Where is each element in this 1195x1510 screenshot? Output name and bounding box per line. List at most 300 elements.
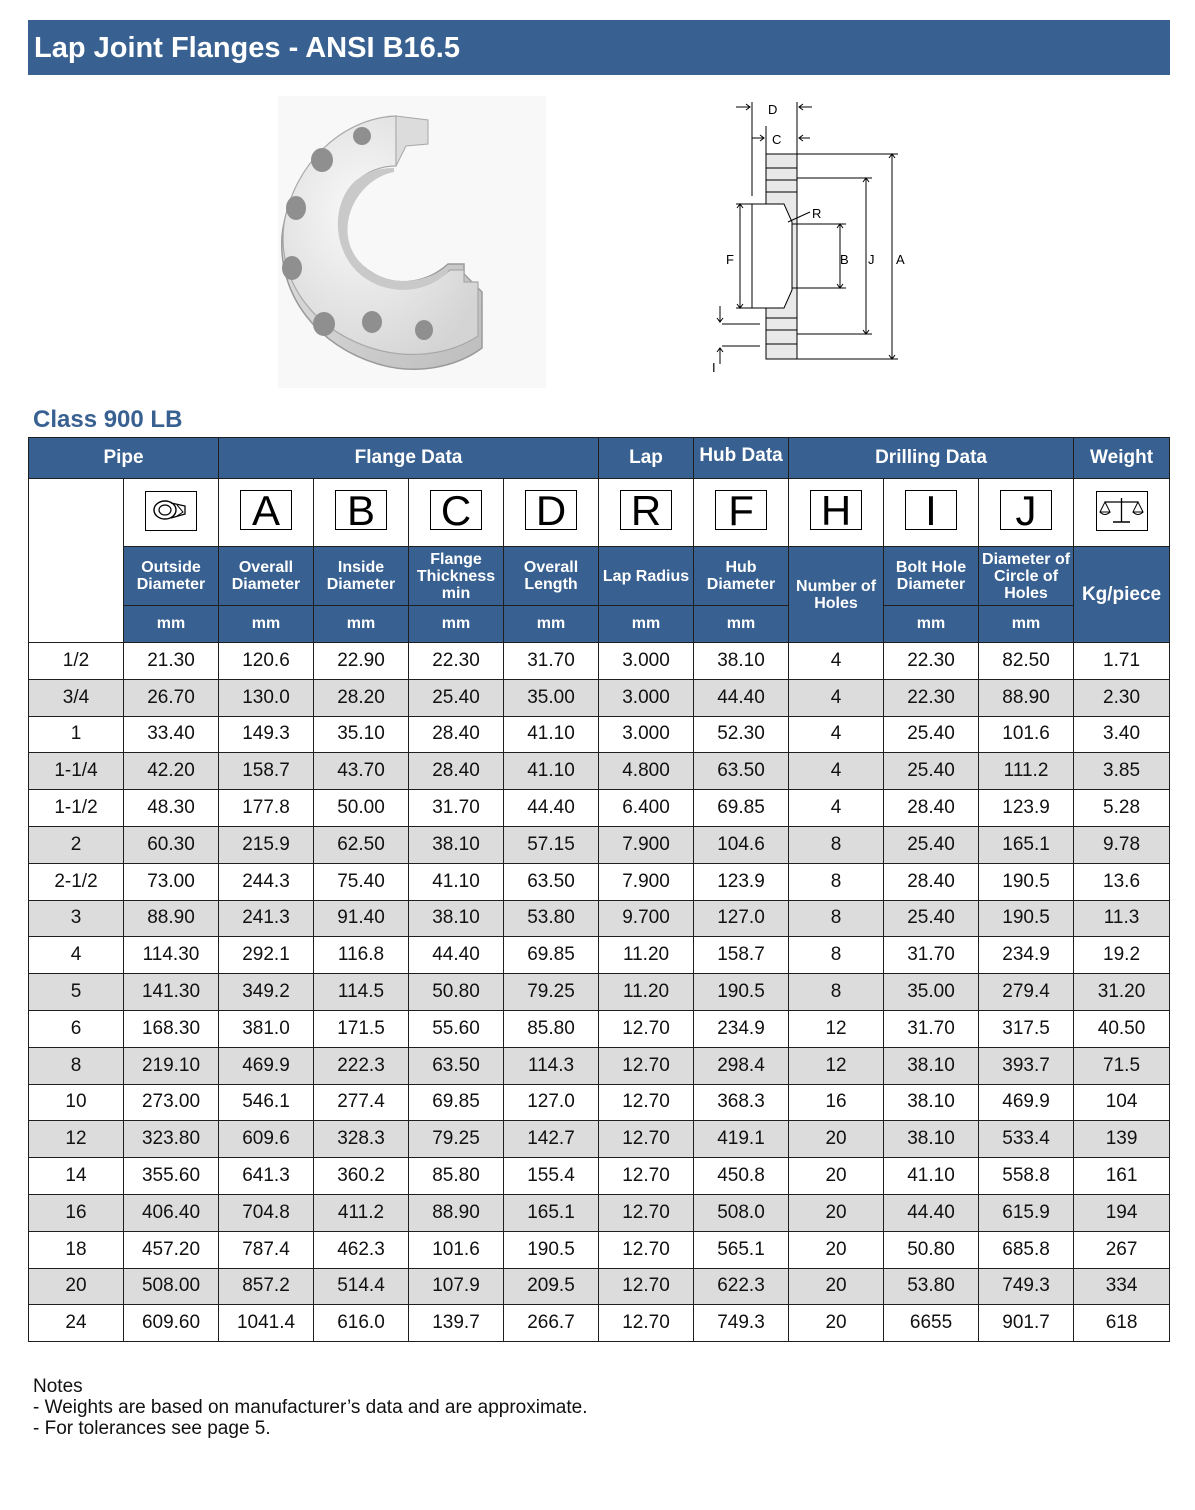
table-cell: 57.15	[504, 826, 599, 863]
table-cell: 749.3	[694, 1305, 789, 1342]
table-cell: 120.6	[219, 643, 314, 680]
col-inside-diameter: Inside Diameter	[314, 547, 409, 606]
table-cell: 42.20	[124, 753, 219, 790]
col-overall-diameter: Overall Diameter	[219, 547, 314, 606]
table-cell: 25.40	[884, 826, 979, 863]
table-cell: 44.40	[884, 1194, 979, 1231]
col-flange-thickness: Flange Thickness min	[409, 547, 504, 606]
table-cell: 7.900	[599, 826, 694, 863]
table-cell: 3	[29, 900, 124, 937]
table-row	[29, 1305, 1170, 1342]
nominal-line2: Size	[82, 542, 102, 580]
letter-cell-d	[504, 479, 599, 547]
group-hub-data: Hub Data	[694, 438, 789, 479]
table-cell: 38.10	[409, 900, 504, 937]
nominal-pipe-size-header	[29, 479, 124, 643]
table-cell: 38.10	[694, 643, 789, 680]
letter-cell-f	[694, 479, 789, 547]
notes	[33, 1376, 588, 1439]
table-cell: 2-1/2	[29, 863, 124, 900]
col-kg-per-piece: Kg/piece	[1074, 547, 1170, 643]
table-cell: 20	[789, 1194, 884, 1231]
table-cell: 12.70	[599, 1158, 694, 1195]
table-cell: 8	[789, 937, 884, 974]
table-cell: 31.70	[884, 1010, 979, 1047]
table-cell: 69.85	[409, 1084, 504, 1121]
table-cell: 13.6	[1074, 863, 1170, 900]
table-cell: 4	[789, 716, 884, 753]
table-cell: 50.00	[314, 790, 409, 827]
table-cell: 12.70	[599, 1047, 694, 1084]
table-row	[29, 1268, 1170, 1305]
table-cell: 114.3	[504, 1047, 599, 1084]
table-cell: 12	[789, 1010, 884, 1047]
table-cell: 8	[789, 900, 884, 937]
table-cell: 7.900	[599, 863, 694, 900]
table-cell: 111.2	[979, 753, 1074, 790]
table-cell: 123.9	[694, 863, 789, 900]
table-cell: 12.70	[599, 1231, 694, 1268]
table-cell: 1.71	[1074, 643, 1170, 680]
table-cell: 20	[789, 1231, 884, 1268]
table-cell: 749.3	[979, 1268, 1074, 1305]
table-cell: 38.10	[884, 1047, 979, 1084]
table-cell: 546.1	[219, 1084, 314, 1121]
unit-overall-length: mm	[504, 606, 599, 643]
letter-b: B	[335, 490, 387, 530]
table-cell: 44.40	[409, 937, 504, 974]
table-cell: 35.00	[504, 679, 599, 716]
notes-heading: Notes	[33, 1376, 83, 1397]
table-row	[29, 826, 1170, 863]
table-cell: 1/2	[29, 643, 124, 680]
table-cell: 11.20	[599, 974, 694, 1011]
table-cell: 127.0	[694, 900, 789, 937]
table-cell: 190.5	[504, 1231, 599, 1268]
table-cell: 12.70	[599, 1305, 694, 1342]
table-cell: 12.70	[599, 1084, 694, 1121]
letter-i: I	[905, 490, 957, 530]
table-cell: 411.2	[314, 1194, 409, 1231]
table-cell: 33.40	[124, 716, 219, 753]
note-item: - For tolerances see page 5.	[33, 1418, 271, 1439]
nominal-line1: Nominal Pipe	[52, 503, 72, 619]
table-cell: 40.50	[1074, 1010, 1170, 1047]
table-cell: 508.0	[694, 1194, 789, 1231]
unit-lap-radius: mm	[599, 606, 694, 643]
table-row	[29, 1194, 1170, 1231]
table-cell: 127.0	[504, 1084, 599, 1121]
table-cell: 3.85	[1074, 753, 1170, 790]
table-cell: 298.4	[694, 1047, 789, 1084]
letter-cell-i	[884, 479, 979, 547]
col-outside-diameter: Outside Diameter	[124, 547, 219, 606]
table-cell: 28.40	[409, 716, 504, 753]
table-cell: 1	[29, 716, 124, 753]
table-row	[29, 900, 1170, 937]
table-cell: 292.1	[219, 937, 314, 974]
table-cell: 139	[1074, 1121, 1170, 1158]
table-cell: 69.85	[504, 937, 599, 974]
unit-outside-diameter: mm	[124, 606, 219, 643]
table-cell: 457.20	[124, 1231, 219, 1268]
table-cell: 3.000	[599, 716, 694, 753]
table-cell: 19.2	[1074, 937, 1170, 974]
label-j: J	[868, 252, 875, 267]
table-cell: 69.85	[694, 790, 789, 827]
letter-cell-h	[789, 479, 884, 547]
table-cell: 177.8	[219, 790, 314, 827]
label-d: D	[768, 102, 778, 117]
table-cell: 168.30	[124, 1010, 219, 1047]
table-cell: 4	[789, 679, 884, 716]
table-cell: 4	[789, 790, 884, 827]
table-cell: 20	[789, 1121, 884, 1158]
table-cell: 28.20	[314, 679, 409, 716]
table-cell: 190.5	[979, 900, 1074, 937]
table-cell: 25.40	[884, 900, 979, 937]
table-cell: 616.0	[314, 1305, 409, 1342]
table-cell: 104.6	[694, 826, 789, 863]
table-row	[29, 1010, 1170, 1047]
table-cell: 161	[1074, 1158, 1170, 1195]
table-cell: 323.80	[124, 1121, 219, 1158]
table-cell: 3.000	[599, 679, 694, 716]
letter-cell-b	[314, 479, 409, 547]
table-cell: 234.9	[979, 937, 1074, 974]
table-cell: 73.00	[124, 863, 219, 900]
table-cell: 52.30	[694, 716, 789, 753]
table-cell: 4	[29, 937, 124, 974]
unit-hub-diameter: mm	[694, 606, 789, 643]
table-cell: 349.2	[219, 974, 314, 1011]
table-cell: 142.7	[504, 1121, 599, 1158]
col-circle-diameter: Diameter of Circle of Holes	[979, 547, 1074, 606]
pipe-icon-cell	[124, 479, 219, 547]
flange-photo	[278, 96, 546, 388]
table-cell: 88.90	[979, 679, 1074, 716]
flange-section-drawing	[700, 96, 920, 381]
table-cell: 6.400	[599, 790, 694, 827]
table-cell: 20	[29, 1268, 124, 1305]
table-cell: 469.9	[219, 1047, 314, 1084]
table-cell: 35.00	[884, 974, 979, 1011]
table-cell: 901.7	[979, 1305, 1074, 1342]
table-row	[29, 1121, 1170, 1158]
group-drilling-data: Drilling Data	[789, 438, 1074, 479]
table-cell: 31.20	[1074, 974, 1170, 1011]
table-cell: 622.3	[694, 1268, 789, 1305]
table-cell: 450.8	[694, 1158, 789, 1195]
letter-cell-a	[219, 479, 314, 547]
unit-bolt-hole-diameter: mm	[884, 606, 979, 643]
table-cell: 222.3	[314, 1047, 409, 1084]
letter-c: C	[430, 490, 482, 530]
table-cell: 71.5	[1074, 1047, 1170, 1084]
note-item: - Weights are based on manufacturer’s data and are approximate.	[33, 1397, 588, 1418]
table-cell: 41.10	[504, 753, 599, 790]
letter-r: R	[620, 490, 672, 530]
table-cell: 82.50	[979, 643, 1074, 680]
page-title: Lap Joint Flanges - ANSI B16.5	[34, 32, 460, 64]
pipe-end-icon	[145, 491, 197, 531]
col-number-of-holes: Number of Holes	[789, 547, 884, 643]
table-cell: 234.9	[694, 1010, 789, 1047]
label-r: R	[812, 206, 822, 221]
table-cell: 165.1	[979, 826, 1074, 863]
label-b: B	[840, 252, 849, 267]
table-cell: 16	[789, 1084, 884, 1121]
table-cell: 857.2	[219, 1268, 314, 1305]
table-cell: 12.70	[599, 1010, 694, 1047]
table-cell: 533.4	[979, 1121, 1074, 1158]
table-row	[29, 643, 1170, 680]
table-cell: 22.30	[409, 643, 504, 680]
table-cell: 31.70	[504, 643, 599, 680]
table-cell: 244.3	[219, 863, 314, 900]
table-cell: 165.1	[504, 1194, 599, 1231]
table-cell: 22.30	[884, 643, 979, 680]
table-cell: 149.3	[219, 716, 314, 753]
letter-cell-c	[409, 479, 504, 547]
letter-d: D	[525, 490, 577, 530]
table-cell: 101.6	[409, 1231, 504, 1268]
unit-inside-diameter: mm	[314, 606, 409, 643]
table-cell: 114.30	[124, 937, 219, 974]
table-cell: 155.4	[504, 1158, 599, 1195]
class-title: Class 900 LB	[33, 406, 183, 433]
table-cell: 618	[1074, 1305, 1170, 1342]
table-cell: 44.40	[694, 679, 789, 716]
table-cell: 609.60	[124, 1305, 219, 1342]
table-cell: 116.8	[314, 937, 409, 974]
table-cell: 565.1	[694, 1231, 789, 1268]
table-cell: 4	[789, 643, 884, 680]
table-cell: 406.40	[124, 1194, 219, 1231]
table-cell: 22.30	[884, 679, 979, 716]
table-cell: 12	[789, 1047, 884, 1084]
table-cell: 241.3	[219, 900, 314, 937]
table-cell: 25.40	[884, 753, 979, 790]
table-cell: 8	[789, 863, 884, 900]
table-cell: 63.50	[694, 753, 789, 790]
table-cell: 25.40	[409, 679, 504, 716]
table-cell: 20	[789, 1305, 884, 1342]
table-cell: 8	[29, 1047, 124, 1084]
table-cell: 3.000	[599, 643, 694, 680]
table-cell: 28.40	[884, 863, 979, 900]
spec-table	[28, 437, 1170, 1342]
table-cell: 101.6	[979, 716, 1074, 753]
label-c: C	[772, 132, 782, 147]
table-row	[29, 863, 1170, 900]
letter-cell-j	[979, 479, 1074, 547]
table-cell: 104	[1074, 1084, 1170, 1121]
table-cell: 12.70	[599, 1268, 694, 1305]
col-bolt-hole-diameter: Bolt Hole Diameter	[884, 547, 979, 606]
table-cell: 114.5	[314, 974, 409, 1011]
group-weight: Weight	[1074, 438, 1170, 479]
table-cell: 55.60	[409, 1010, 504, 1047]
table-cell: 139.7	[409, 1305, 504, 1342]
table-cell: 609.6	[219, 1121, 314, 1158]
table-cell: 8	[789, 974, 884, 1011]
label-i: I	[712, 360, 716, 375]
table-cell: 1-1/4	[29, 753, 124, 790]
table-cell: 85.80	[409, 1158, 504, 1195]
table-cell: 24	[29, 1305, 124, 1342]
letter-a: A	[240, 490, 292, 530]
table-cell: 41.10	[504, 716, 599, 753]
table-cell: 35.10	[314, 716, 409, 753]
table-cell: 75.40	[314, 863, 409, 900]
table-cell: 514.4	[314, 1268, 409, 1305]
table-cell: 190.5	[694, 974, 789, 1011]
table-cell: 158.7	[694, 937, 789, 974]
table-row	[29, 1084, 1170, 1121]
table-cell: 469.9	[979, 1084, 1074, 1121]
table-cell: 558.8	[979, 1158, 1074, 1195]
table-cell: 20	[789, 1158, 884, 1195]
table-cell: 12	[29, 1121, 124, 1158]
table-row	[29, 716, 1170, 753]
table-cell: 171.5	[314, 1010, 409, 1047]
table-cell: 21.30	[124, 643, 219, 680]
table-cell: 704.8	[219, 1194, 314, 1231]
table-cell: 43.70	[314, 753, 409, 790]
table-cell: 50.80	[884, 1231, 979, 1268]
table-cell: 38.10	[884, 1084, 979, 1121]
table-cell: 393.7	[979, 1047, 1074, 1084]
table-cell: 10	[29, 1084, 124, 1121]
table-cell: 63.50	[409, 1047, 504, 1084]
balance-scale-icon	[1096, 491, 1148, 531]
table-cell: 44.40	[504, 790, 599, 827]
table-cell: 141.30	[124, 974, 219, 1011]
table-cell: 279.4	[979, 974, 1074, 1011]
table-cell: 1-1/2	[29, 790, 124, 827]
table-cell: 3/4	[29, 679, 124, 716]
group-pipe: Pipe	[29, 438, 219, 479]
table-cell: 355.60	[124, 1158, 219, 1195]
col-hub-diameter: Hub Diameter	[694, 547, 789, 606]
group-lap: Lap	[599, 438, 694, 479]
table-cell: 273.00	[124, 1084, 219, 1121]
table-cell: 158.7	[219, 753, 314, 790]
table-cell: 334	[1074, 1268, 1170, 1305]
table-cell: 219.10	[124, 1047, 219, 1084]
table-body	[29, 643, 1170, 1342]
table-cell: 685.8	[979, 1231, 1074, 1268]
table-cell: 63.50	[504, 863, 599, 900]
title-bar	[28, 20, 1170, 75]
table-cell: 194	[1074, 1194, 1170, 1231]
table-cell: 91.40	[314, 900, 409, 937]
table-cell: 462.3	[314, 1231, 409, 1268]
table-cell: 88.90	[409, 1194, 504, 1231]
table-row	[29, 1047, 1170, 1084]
table-cell: 1041.4	[219, 1305, 314, 1342]
table-cell: 615.9	[979, 1194, 1074, 1231]
table-cell: 215.9	[219, 826, 314, 863]
table-cell: 381.0	[219, 1010, 314, 1047]
table-cell: 18	[29, 1231, 124, 1268]
unit-circle-diameter: mm	[979, 606, 1074, 643]
weight-icon-cell	[1074, 479, 1170, 547]
table-row	[29, 1231, 1170, 1268]
table-cell: 2.30	[1074, 679, 1170, 716]
col-overall-length: Overall Length	[504, 547, 599, 606]
table-cell: 31.70	[409, 790, 504, 827]
table-cell: 31.70	[884, 937, 979, 974]
table-cell: 419.1	[694, 1121, 789, 1158]
table-cell: 26.70	[124, 679, 219, 716]
label-f: F	[726, 252, 734, 267]
table-cell: 41.10	[884, 1158, 979, 1195]
table-cell: 4	[789, 753, 884, 790]
table-cell: 22.90	[314, 643, 409, 680]
unit-flange-thickness: mm	[409, 606, 504, 643]
table-cell: 266.7	[504, 1305, 599, 1342]
table-cell: 50.80	[409, 974, 504, 1011]
table-cell: 8	[789, 826, 884, 863]
letter-f: F	[715, 490, 767, 530]
table-cell: 277.4	[314, 1084, 409, 1121]
table-cell: 38.10	[884, 1121, 979, 1158]
table-cell: 123.9	[979, 790, 1074, 827]
unit-overall-diameter: mm	[219, 606, 314, 643]
col-lap-radius: Lap Radius	[599, 547, 694, 606]
table-cell: 20	[789, 1268, 884, 1305]
table-row	[29, 679, 1170, 716]
table-cell: 5	[29, 974, 124, 1011]
table-row	[29, 1158, 1170, 1195]
letter-cell-r	[599, 479, 694, 547]
group-flange-data: Flange Data	[219, 438, 599, 479]
table-cell: 107.9	[409, 1268, 504, 1305]
table-cell: 209.5	[504, 1268, 599, 1305]
table-cell: 9.78	[1074, 826, 1170, 863]
label-a: A	[896, 252, 905, 267]
table-cell: 641.3	[219, 1158, 314, 1195]
table-cell: 11.20	[599, 937, 694, 974]
table-cell: 267	[1074, 1231, 1170, 1268]
table-cell: 60.30	[124, 826, 219, 863]
table-cell: 508.00	[124, 1268, 219, 1305]
table-cell: 787.4	[219, 1231, 314, 1268]
table-cell: 360.2	[314, 1158, 409, 1195]
table-cell: 3.40	[1074, 716, 1170, 753]
table-cell: 38.10	[409, 826, 504, 863]
table-cell: 28.40	[884, 790, 979, 827]
table-cell: 190.5	[979, 863, 1074, 900]
table-cell: 41.10	[409, 863, 504, 900]
table-cell: 317.5	[979, 1010, 1074, 1047]
table-cell: 85.80	[504, 1010, 599, 1047]
table-cell: 53.80	[884, 1268, 979, 1305]
table-cell: 6655	[884, 1305, 979, 1342]
table-cell: 79.25	[504, 974, 599, 1011]
table-cell: 11.3	[1074, 900, 1170, 937]
table-cell: 328.3	[314, 1121, 409, 1158]
table-cell: 4.800	[599, 753, 694, 790]
table-row	[29, 974, 1170, 1011]
letter-h: H	[810, 490, 862, 530]
table-cell: 130.0	[219, 679, 314, 716]
table-cell: 16	[29, 1194, 124, 1231]
table-cell: 48.30	[124, 790, 219, 827]
letter-j: J	[1000, 490, 1052, 530]
